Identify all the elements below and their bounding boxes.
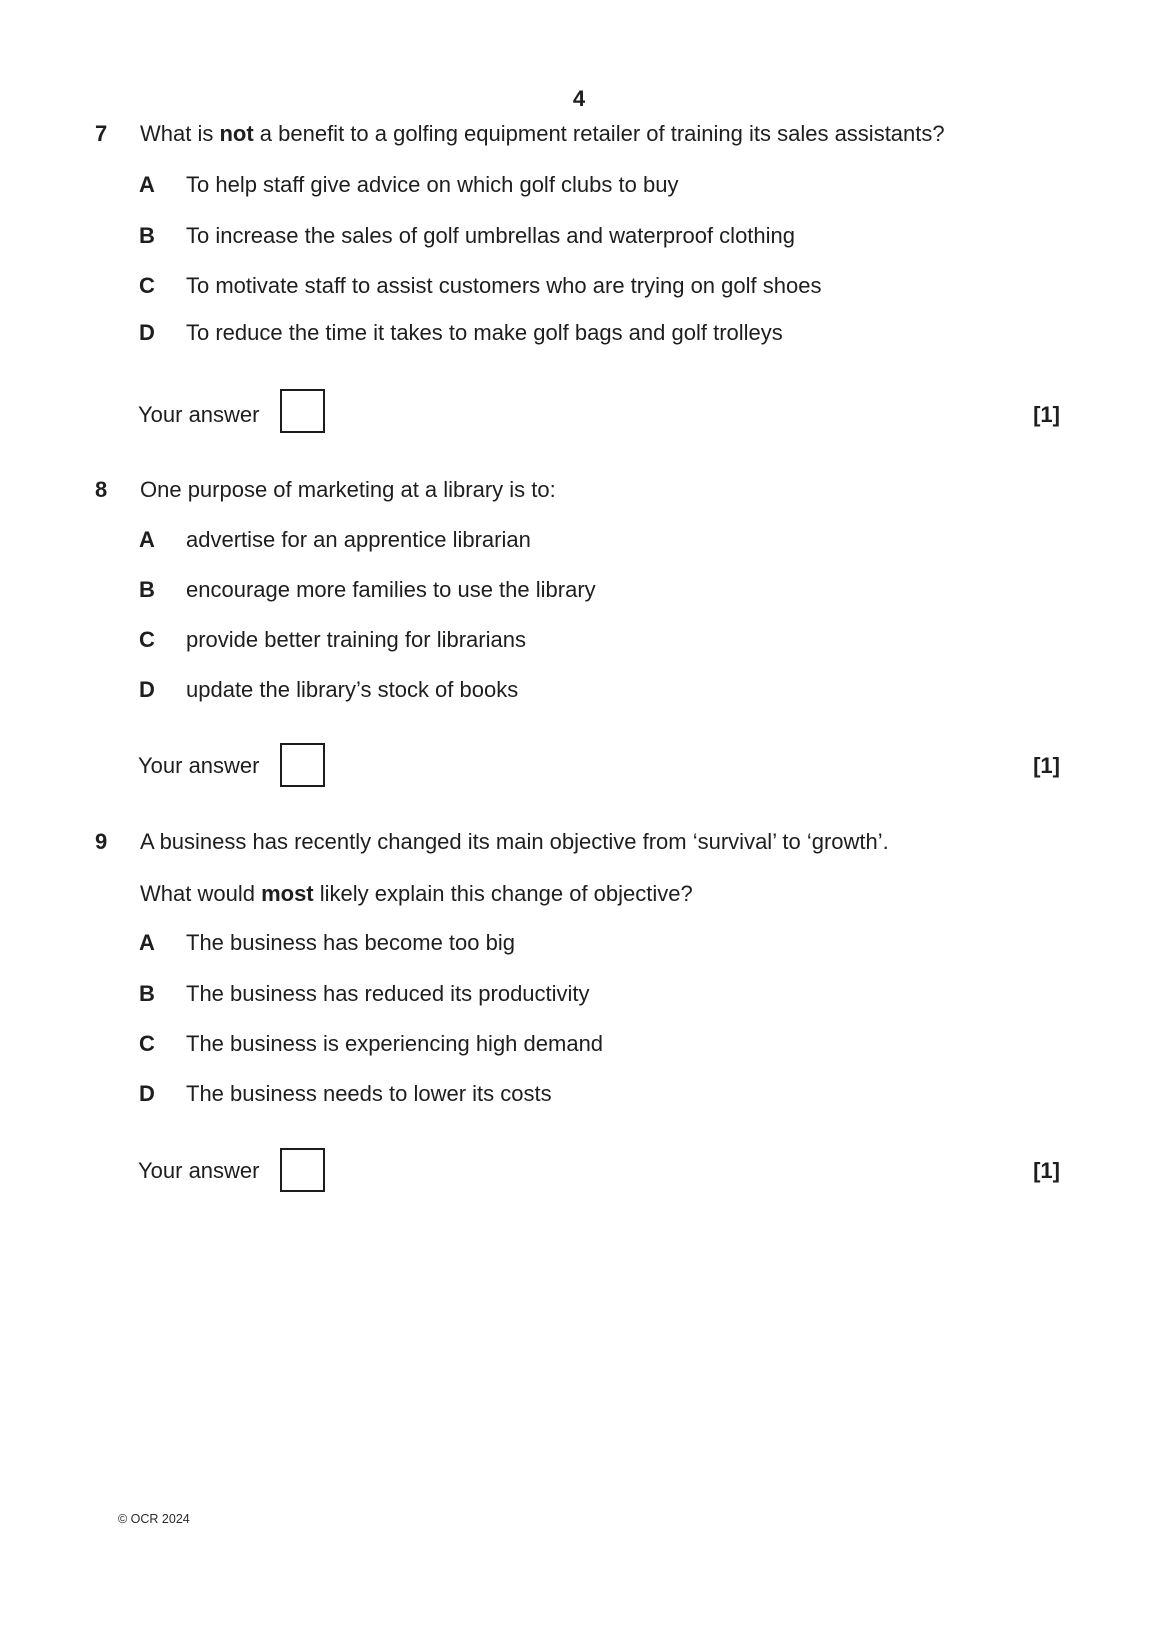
question-9-number: 9 <box>95 829 108 854</box>
question-7-option-d-letter: D <box>139 320 155 345</box>
question-9-prompt-text: What would <box>140 881 262 906</box>
question-8-option-c-text: provide better training for librarians <box>186 627 526 652</box>
question-8-prompt <box>140 477 556 503</box>
question-9-option-b-letter: B <box>139 981 155 1006</box>
question-8-option-d-letter: D <box>139 677 155 702</box>
question-7-option-a-text: To help staff give advice on which golf clubs to buy <box>186 172 679 197</box>
question-7-option-a-letter: A <box>139 172 155 197</box>
question-8-mark-badge: [1] <box>1033 753 1060 778</box>
question-8-option-c-letter: C <box>139 627 155 652</box>
question-9-option-d-text: The business needs to lower its costs <box>186 1081 552 1106</box>
question-9-option-d-letter: D <box>139 1081 155 1106</box>
question-7-mark-badge: [1] <box>1033 402 1060 427</box>
question-8-answer-label: Your answer <box>138 753 260 778</box>
question-8-option-d-text: update the library’s stock of books <box>186 677 519 702</box>
page-number: 4 <box>572 86 586 111</box>
question-9-option-c-text: The business is experiencing high demand <box>186 1031 604 1056</box>
question-8-option-b-letter: B <box>139 577 155 602</box>
question-9-prompt-text: likely explain this change of objective? <box>313 881 693 906</box>
question-9-option-a-text: The business has become too big <box>186 930 515 955</box>
question-9-prompt-line1: A business has recently changed its main objective from ‘survival’ to ‘growth’. <box>140 829 889 854</box>
question-7-option-b-text: To increase the sales of golf umbrellas and waterproof clothing <box>186 223 796 248</box>
question-8-number: 8 <box>95 477 108 502</box>
question-7-prompt-text: a benefit to a golfing equipment retailer of training its sales assistants? <box>253 121 945 146</box>
question-7-option-c-text: To motivate staff to assist customers who are trying on golf shoes <box>186 273 822 298</box>
question-8-option-a-text: advertise for an apprentice librarian <box>186 527 531 552</box>
question-9-option-a-letter: A <box>139 930 155 955</box>
copyright-footer: © OCR 2024 <box>118 1512 190 1526</box>
question-8-option-b-text: encourage more families to use the library <box>186 577 596 602</box>
question-9-answer-label: Your answer <box>138 1158 260 1183</box>
question-7-prompt-bold: not <box>219 121 254 146</box>
question-9-prompt-line2 <box>140 881 693 907</box>
question-8-option-a-letter: A <box>139 527 155 552</box>
question-9-prompt-bold: most <box>261 881 314 906</box>
question-9-option-b-text: The business has reduced its productivity <box>186 981 590 1006</box>
question-7-answer-box[interactable] <box>280 389 325 433</box>
question-9-mark-badge: [1] <box>1033 1158 1060 1183</box>
question-7-option-d-text: To reduce the time it takes to make golf bags and golf trolleys <box>186 320 783 345</box>
question-7-prompt-text: What is <box>140 121 220 146</box>
question-7-option-c-letter: C <box>139 273 155 298</box>
question-9-answer-box[interactable] <box>280 1148 325 1192</box>
question-7-answer-label: Your answer <box>138 402 260 427</box>
question-8-prompt-text: One purpose of marketing at a library is to: <box>140 477 556 502</box>
question-7-prompt <box>140 121 945 147</box>
question-8-answer-box[interactable] <box>280 743 325 787</box>
question-7-number: 7 <box>95 121 108 146</box>
question-7-option-b-letter: B <box>139 223 155 248</box>
question-9-option-c-letter: C <box>139 1031 155 1056</box>
